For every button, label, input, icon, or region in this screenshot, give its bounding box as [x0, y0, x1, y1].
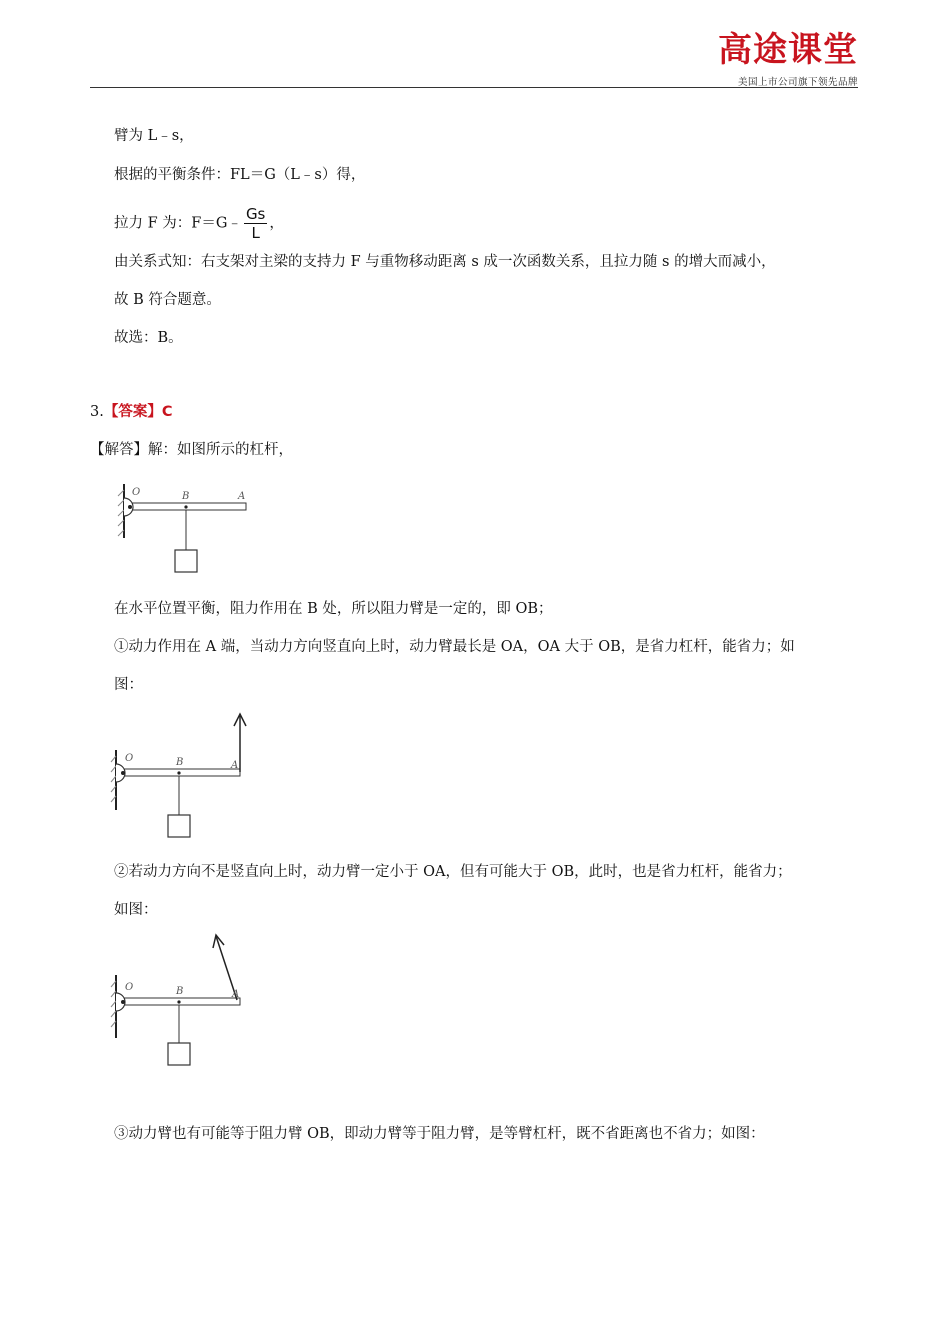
- question-header: [90, 402, 173, 422]
- text-line: 在水平位置平衡，阻力作用在 B 处，所以阻力臂是一定的，即 OB；: [114, 601, 553, 617]
- question-number: 3.: [90, 404, 104, 420]
- text-line: 故选：B。: [114, 330, 183, 346]
- formula-line: [114, 205, 284, 242]
- fraction-denominator: L: [251, 224, 260, 242]
- text-line: 如图：: [114, 902, 158, 918]
- text-line: ②若动力方向不是竖直向上时，动力臂一定小于 OA，但有可能大于 OB，此时，也是省力杠杆，能省力；: [114, 864, 792, 880]
- brand-tagline: 美国上市公司旗下领先品牌: [737, 77, 858, 88]
- text-line: ③动力臂也有可能等于阻力臂 OB，即动力臂等于阻力臂，是等臂杠杆，既不省距离也不省力；如图：: [114, 1126, 765, 1142]
- lever-figure-2: [110, 710, 260, 845]
- text-line: 臂为 L﹣s，: [114, 128, 194, 144]
- answer-label: 【答案】C: [103, 404, 173, 420]
- fraction-numerator: Gs: [245, 205, 266, 223]
- label-o: O: [125, 753, 134, 764]
- text-line: 由关系式知：右支架对主梁的支持力 F 与重物移动距离 s 成一次函数关系，且拉力随 s 的增大而减小，: [114, 254, 776, 270]
- label-a: A: [231, 760, 239, 771]
- brand-logo: 高途课堂: [718, 30, 858, 70]
- solution-intro: 【解答】解：如图所示的杠杆，: [90, 442, 293, 458]
- label-b: B: [176, 757, 184, 768]
- text-line: 图：: [114, 677, 143, 693]
- label-a: A: [238, 491, 246, 502]
- label-o: O: [125, 982, 134, 993]
- lever-figure-1: [110, 478, 260, 588]
- text-line: ①动力作用在 A 端，当动力方向竖直向上时，动力臂最长是 OA，OA 大于 OB，是省力杠杆，能省力；如: [114, 639, 795, 655]
- label-b: B: [182, 491, 190, 502]
- formula-prefix: 拉力 F 为：F＝G﹣: [114, 215, 242, 232]
- label-b: B: [176, 986, 184, 997]
- formula-suffix: ，: [269, 215, 284, 232]
- label-a: A: [232, 989, 240, 1000]
- header-divider: [90, 87, 858, 88]
- label-o: O: [132, 487, 141, 498]
- lever-figure-3: [110, 930, 260, 1075]
- text-line: 根据的平衡条件：FL＝G（L﹣s）得，: [114, 167, 366, 183]
- text-line: 故 B 符合题意。: [114, 292, 221, 308]
- fraction: [244, 205, 267, 242]
